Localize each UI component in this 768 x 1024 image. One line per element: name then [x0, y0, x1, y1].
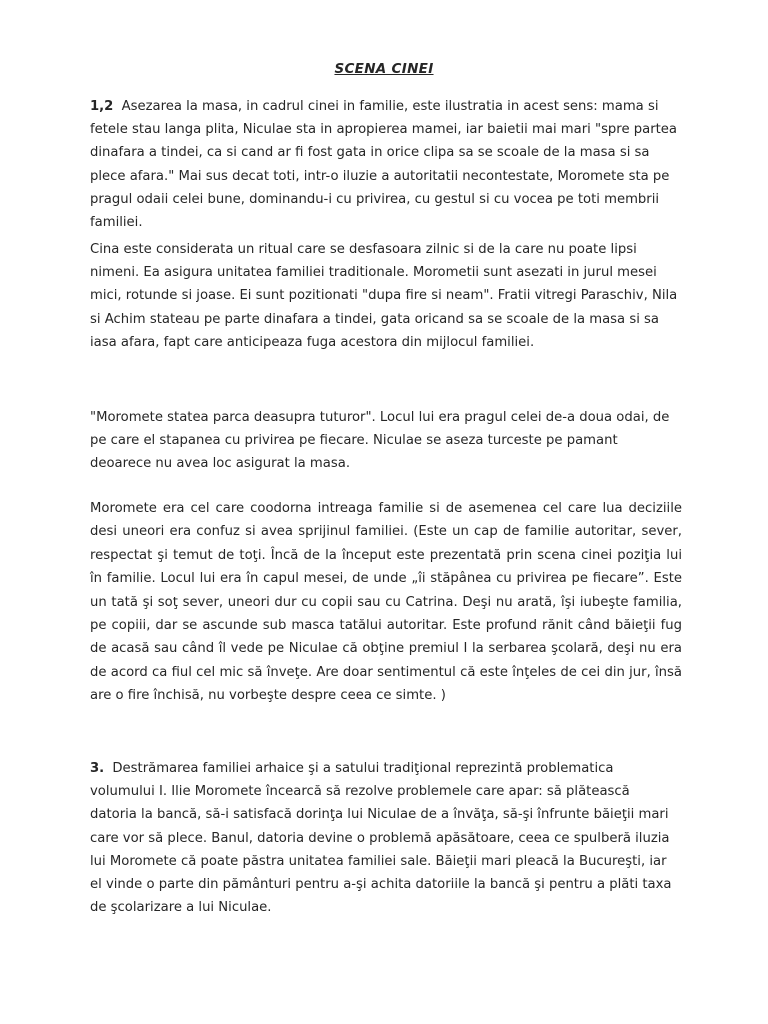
paragraph-text: "Moromete statea parca deasupra tuturor". Locul lui era pragul celei de-a doua odai, de pe care el stapanea cu privirea pe fiecare. Niculae se aseza turceste pe pamant deoarece nu avea loc asigurat la masa. — [90, 410, 670, 472]
section-number: 3. — [90, 761, 105, 776]
paragraph-1 — [90, 95, 680, 234]
document-title: SCENA CINEI — [334, 61, 434, 77]
section-number: 1,2 — [90, 99, 114, 114]
paragraph-5 — [90, 757, 680, 919]
paragraph-4 — [90, 497, 682, 708]
paragraph-text: Moromete era cel care coodorna intreaga familie si de asemenea cel care lua deciziile desi uneori era confuz si avea sprijinul familiei. (Este un cap de familie autoritar, sever, respectat şi temut de toţi. Încă de la început este prezentată prin scena cinei poziţia lui în familie. Locul lui era în capul mesei, de unde „îi stăpânea cu privirea pe fiecare”. Este un tată şi soţ sever, uneori dur cu copii sau cu Catrina. Deşi nu arată, îşi iubeşte familia, pe copiii, dar se ascunde sub masca tatălui autoritar. Este profund rănit când băieţii fug de acasă sau când îl vede pe Niculae că obţine premiul I la serbarea şcolară, deşi nu era de acord ca fiul cel mic să înveţe. Are doar sentimentul că este înţeles de cei din jur, însă are o fire închisă, nu vorbeşte despre ceea ce simte. ) — [90, 501, 682, 704]
paragraph-text: Cina este considerata un ritual care se desfasoara zilnic si de la care nu poate lipsi nimeni. Ea asigura unitatea familiei traditionale. Morometii sunt asezati in jurul mesei mici, rotunde si joase. Ei sunt pozitionati "dupa fire si neam". Fratii vitregi Paraschiv, Nila si Achim stateau pe parte dinafara a tindei, gata oricand sa se scoale de la masa si sa iasa afara, fapt care anticipeaza fuga acestora din mijlocul familiei. — [90, 242, 678, 350]
paragraph-text: Destrămarea familiei arhaice şi a satului tradiţional reprezintă problematica volumului I. Ilie Moromete încearcă să rezolve problemele care apar: să plătească datoria la bancă, să-i satisfacă dorinţa lui Niculae de a învăţa, să-şi înfrunte băieţii mari care vor să plece. Banul, datoria devine o problemă apăsătoare, ceea ce spulberă iluzia lui Moromete că poate păstra unitatea familiei sale. Băieţii mari pleacă la Bucureşti, iar el vinde o parte din pământuri pentru a-şi achita datoriile la bancă şi pentru a plăti taxa de şcolarizare a lui Niculae. — [90, 761, 672, 916]
paragraph-2 — [90, 238, 680, 354]
paragraph-3 — [90, 406, 680, 476]
paragraph-text: Asezarea la masa, in cadrul cinei in familie, este ilustratia in acest sens: mama si fetele stau langa plita, Niculae sta in apropierea mamei, iar baietii mai mari "spre partea dinafara a tindei, ca si cand ar fi fost gata in orice clipa sa se scoale de la masa si sa plece afara." Mai sus decat toti, intr-o iluzie a autoritatii necontestate, Moromete sta pe pragul odaii celei bune, dominandu-i cu privirea, cu gestul si cu vocea pe toti membrii familiei. — [90, 99, 677, 231]
